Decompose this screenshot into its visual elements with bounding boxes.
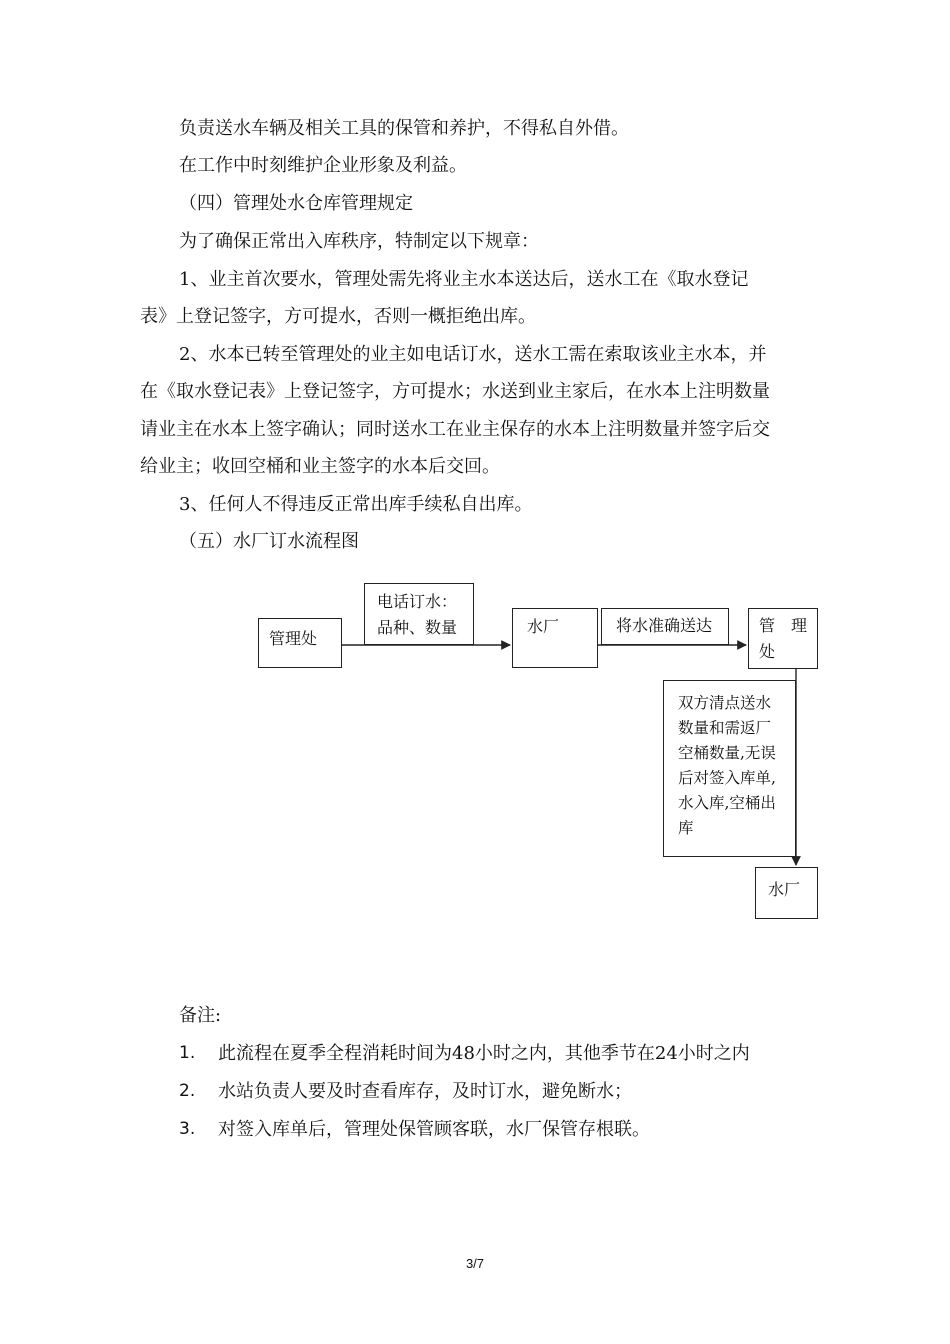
paragraph-1: 负责送水车辆及相关工具的保管和养护，不得私自外借。: [179, 118, 629, 139]
note-2-text: 水站负责人要及时查看库存，及时订水，避免断水；: [218, 1081, 632, 1102]
note-3-text: 对签入库单后，管理处保管顾客联，水厂保管存根联。: [218, 1119, 650, 1140]
rule-1-line-2: 表》上登记签字，方可提水，否则一概拒绝出库。: [140, 306, 536, 327]
rule-3: 3、任何人不得违反正常出库手续私自出库。: [179, 494, 533, 515]
paragraph-2: 在工作中时刻维护企业形象及利益。: [179, 155, 467, 176]
flow-box-office-label: 管理处: [269, 629, 318, 648]
flow-office-2-line-1: 管 理: [759, 616, 808, 635]
flow-check-line-3: 空桶数量,无误: [678, 744, 776, 762]
rule-2-line-1: 2、水本已转至管理处的业主如电话订水，送水工需在索取该业主水本，并: [179, 344, 767, 365]
rule-1-line-1: 1、业主首次要水，管理处需先将业主水本送达后，送水工在《取水登记: [179, 269, 749, 290]
flow-check-line-5: 水入库,空桶出: [678, 794, 776, 812]
flow-box-deliver-label: 将水准确送达: [616, 616, 713, 635]
flow-office-2-line-2: 处: [759, 642, 776, 661]
flow-check-line-4: 后对签入库单,: [678, 769, 776, 787]
flow-phone-order-line-2: 品种、数量: [377, 618, 458, 637]
section-heading-4: （四）管理处水仓库管理规定: [179, 193, 413, 214]
flow-check-line-6: 库: [678, 819, 694, 837]
rule-2-line-2: 在《取水登记表》上登记签字，方可提水；水送到业主家后，在水本上注明数量: [140, 381, 770, 402]
flow-phone-order-line-1: 电话订水：: [377, 592, 458, 611]
note-1-number: 1.: [179, 1043, 196, 1063]
rule-2-line-3: 请业主在水本上签字确认；同时送水工在业主保存的水本上注明数量并签字后交: [140, 419, 770, 440]
page-number: 3/7: [465, 1256, 485, 1271]
paragraph-3: 为了确保正常出入库秩序，特制定以下规章：: [179, 231, 539, 252]
section-heading-5: （五）水厂订水流程图: [179, 531, 359, 552]
flow-check-line-2: 数量和需返厂: [678, 719, 772, 737]
note-3-number: 3.: [179, 1119, 196, 1139]
flow-check-line-1: 双方清点送水: [678, 694, 772, 712]
note-2-number: 2.: [179, 1081, 196, 1101]
flow-box-factory-2-label: 水厂: [768, 880, 801, 899]
rule-2-line-4: 给业主；收回空桶和业主签字的水本后交回。: [140, 456, 500, 477]
flow-box-factory-label: 水厂: [527, 617, 560, 636]
note-1-text: 此流程在夏季全程消耗时间为48小时之内，其他季节在24小时之内: [218, 1043, 750, 1064]
notes-title: 备注:: [179, 1005, 222, 1026]
